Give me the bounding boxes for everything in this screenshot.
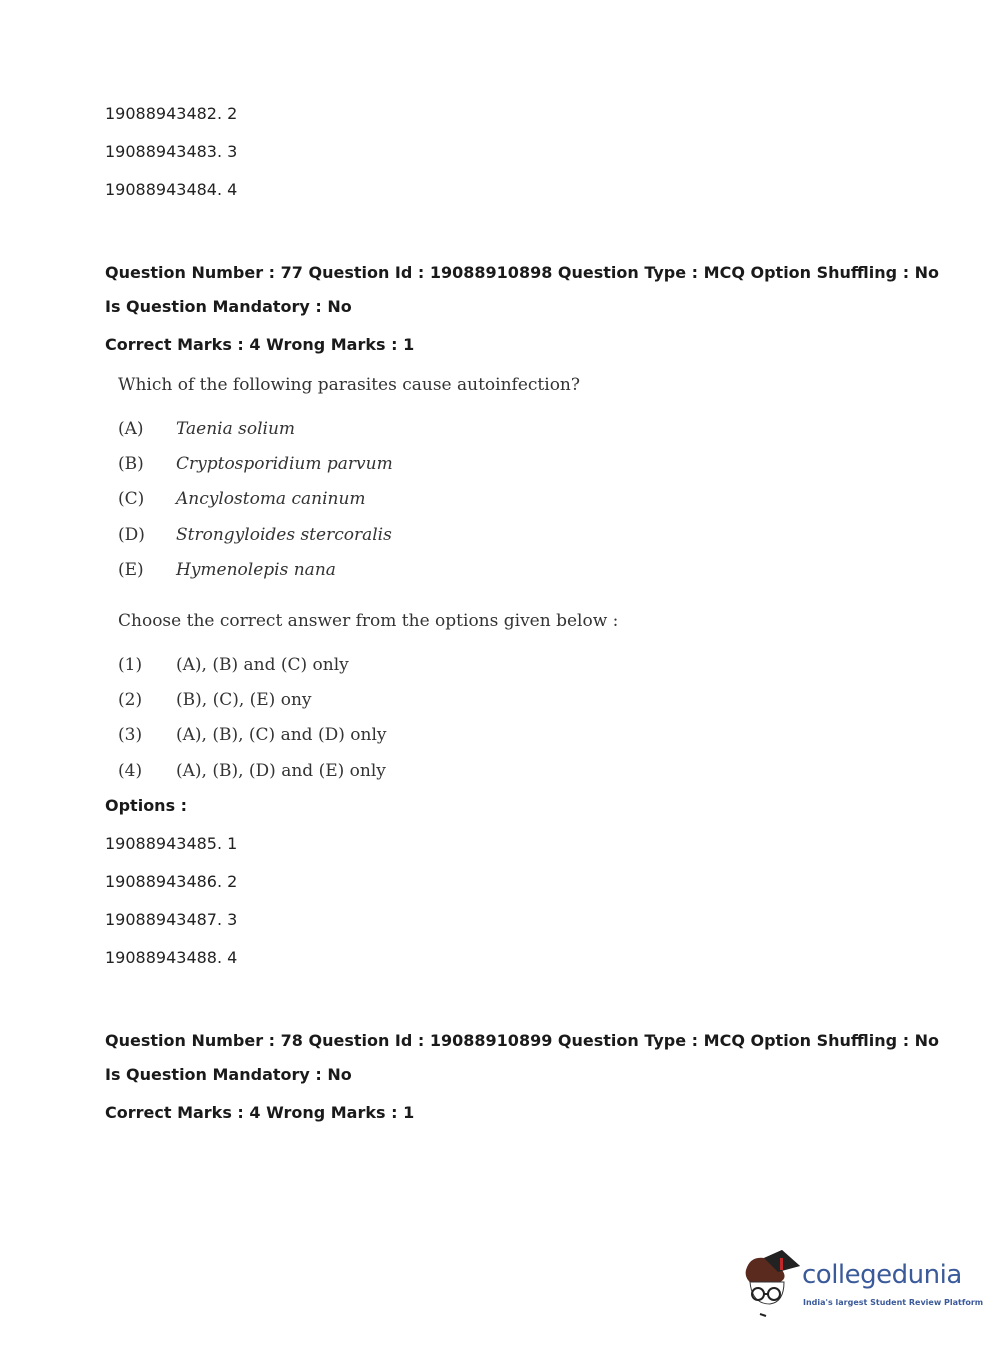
- prev-option-3: 19088943483. 3: [105, 142, 238, 161]
- logo-brand: collegedunia: [802, 1260, 962, 1290]
- option-id: 19088943486. 2: [105, 872, 238, 891]
- option-id: 19088943485. 1: [105, 834, 238, 853]
- mascot-icon: [742, 1248, 802, 1320]
- q77-question-text: Which of the following parasites cause autoinfection?: [118, 375, 580, 395]
- choice-label: (3): [118, 725, 143, 745]
- choice-text: (A), (B), (C) and (D) only: [176, 725, 387, 745]
- item-label: (B): [118, 454, 144, 474]
- item-label: (A): [118, 419, 144, 439]
- q77-marks: Correct Marks : 4 Wrong Marks : 1: [105, 335, 415, 354]
- item-text: Cryptosporidium parvum: [176, 454, 393, 474]
- item-text: Ancylostoma caninum: [176, 489, 366, 509]
- q78-header: Question Number : 78 Question Id : 19088910899 Question Type : MCQ Option Shuffling : No: [105, 1031, 940, 1050]
- choice-text: (B), (C), (E) ony: [176, 690, 312, 710]
- item-text: Hymenolepis nana: [176, 560, 336, 580]
- item-text: Strongyloides stercoralis: [176, 525, 392, 545]
- choice-text: (A), (B) and (C) only: [176, 655, 349, 675]
- q77-mandatory: Is Question Mandatory : No: [105, 297, 352, 316]
- item-text: Taenia solium: [176, 419, 296, 439]
- options-label: Options :: [105, 796, 188, 815]
- choice-label: (4): [118, 761, 143, 781]
- prev-option-4: 19088943484. 4: [105, 180, 238, 199]
- logo-tagline: India's largest Student Review Platform: [803, 1298, 984, 1307]
- choose-instruction: Choose the correct answer from the options given below :: [118, 611, 619, 631]
- choice-label: (2): [118, 690, 143, 710]
- q77-header: Question Number : 77 Question Id : 19088910898 Question Type : MCQ Option Shuffling : No: [105, 263, 940, 282]
- item-label: (E): [118, 560, 144, 580]
- prev-option-2: 19088943482. 2: [105, 104, 238, 123]
- choice-label: (1): [118, 655, 143, 675]
- q78-marks: Correct Marks : 4 Wrong Marks : 1: [105, 1103, 415, 1122]
- q78-mandatory: Is Question Mandatory : No: [105, 1065, 352, 1084]
- item-label: (D): [118, 525, 145, 545]
- option-id: 19088943487. 3: [105, 910, 238, 929]
- collegedunia-logo: [742, 1248, 984, 1320]
- choice-text: (A), (B), (D) and (E) only: [176, 761, 386, 781]
- item-label: (C): [118, 489, 145, 509]
- option-id: 19088943488. 4: [105, 948, 238, 967]
